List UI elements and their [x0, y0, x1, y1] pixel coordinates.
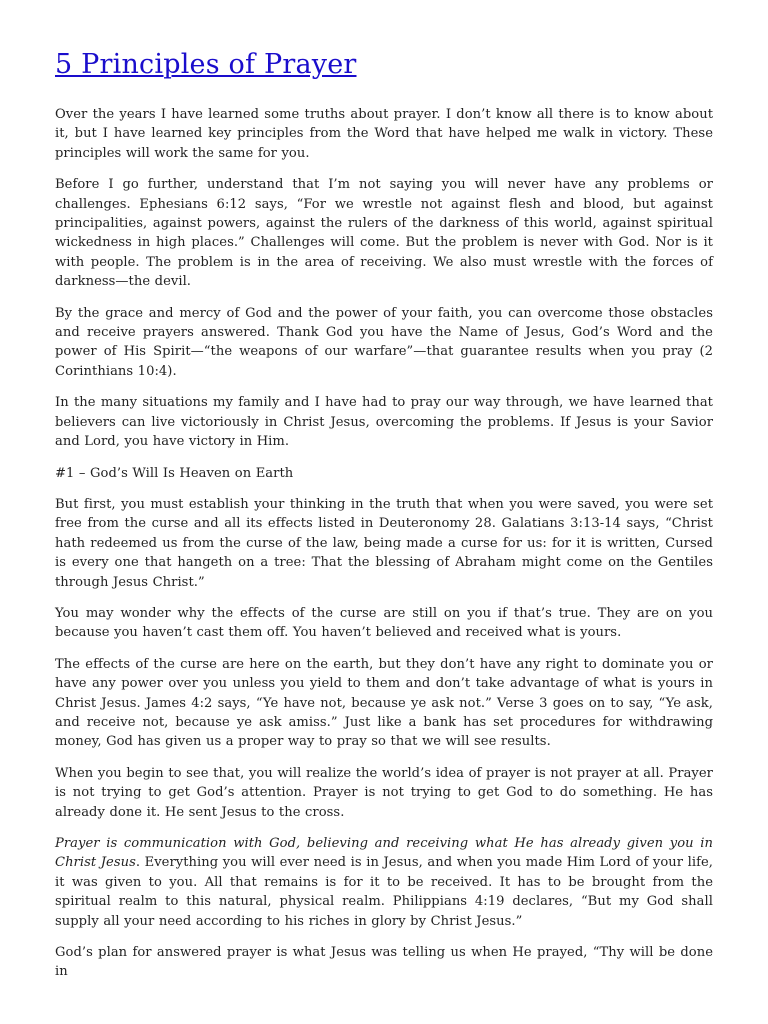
paragraph-7: The effects of the curse are here on the earth, but they don’t have any right to dominate you or have any power over you unless you yield to them and don’t take advantage of what is yours in Christ Jesus. James 4:2 says, “Ye have not, because ye ask not.” Verse 3 goes on to say, “Ye ask, and receive not, because ye ask amiss.” Just like a bank has set procedures for withdrawing money, God has given us a proper way to pray so that we will see results.	[55, 656, 713, 750]
paragraph-10: God’s plan for answered prayer is what Jesus was telling us when He prayed, “Thy will be done in	[55, 945, 713, 980]
paragraph-9	[55, 834, 713, 931]
paragraph-4: In the many situations my family and I have had to pray our way through, we have learned that believers can live victoriously in Christ Jesus, overcoming the problems. If Jesus is your Savior and Lord, you have victory in Him.	[55, 395, 713, 450]
paragraph-8: When you begin to see that, you will realize the world’s idea of prayer is not prayer at all. Prayer is not trying to get God’s attention. Prayer is not trying to get God to do something. He has already done it. He sent Jesus to the cross.	[55, 765, 713, 820]
paragraph-5: But first, you must establish your thinking in the truth that when you were saved, you were set free from the curse and all its effects listed in Deuteronomy 28. Galatians 3:13-14 says, “Christ hath redeemed us from the curse of the law, being made a curse for us: for it is written, Cursed is every one that hangeth on a tree: That the blessing of Abraham might come on the Gentiles through Jesus Christ.”	[55, 496, 713, 590]
section-heading: #1 – God’s Will Is Heaven on Earth	[55, 465, 294, 481]
paragraph-9-emphasis: Prayer is communication with God, believing and receiving what He has already given you in Christ Jesus	[55, 836, 713, 871]
article-title	[55, 46, 713, 84]
paragraph-3: By the grace and mercy of God and the power of your faith, you can overcome those obstacles and receive prayers answered. Thank God you have the Name of Jesus, God’s Word and the power of His Spirit—“the weapons of our warfare”—that guarantee results when you pray (2 Corinthians 10:4).	[55, 305, 713, 379]
article-body	[55, 105, 713, 982]
paragraph-6: You may wonder why the effects of the curse are still on you if that’s true. They are on you because you haven’t cast them off. You haven’t believed and received what is yours.	[55, 605, 713, 641]
paragraph-9-text: . Everything you will ever need is in Jesus, and when you made Him Lord of your life, it was given to you. All that remains is for it to be received. It has to be brought from the spiritual realm to this natural, physical realm. Philippians 4:19 declares, “But my God shall supply all your need according to his riches in glory by Christ Jesus.”	[55, 855, 714, 929]
paragraph-1: Over the years I have learned some truths about prayer. I don’t know all there is to know about it, but I have learned key principles from the Word that have helped me walk in victory. These principles will work the same for you.	[55, 107, 713, 161]
article	[55, 0, 713, 994]
paragraph-2: Before I go further, understand that I’m not saying you will never have any problems or challenges. Ephesians 6:12 says, “For we wrestle not against flesh and blood, but against principalities, against powers, against the rulers of the darkness of this world, against spiritual wickedness in high places.” Challenges will come. But the problem is never with God. Nor is it with people. The problem is in the area of receiving. We also must wrestle with the forces of darkness—the devil.	[55, 177, 713, 290]
article-title-link[interactable]: 5 Principles of Prayer	[55, 49, 357, 80]
